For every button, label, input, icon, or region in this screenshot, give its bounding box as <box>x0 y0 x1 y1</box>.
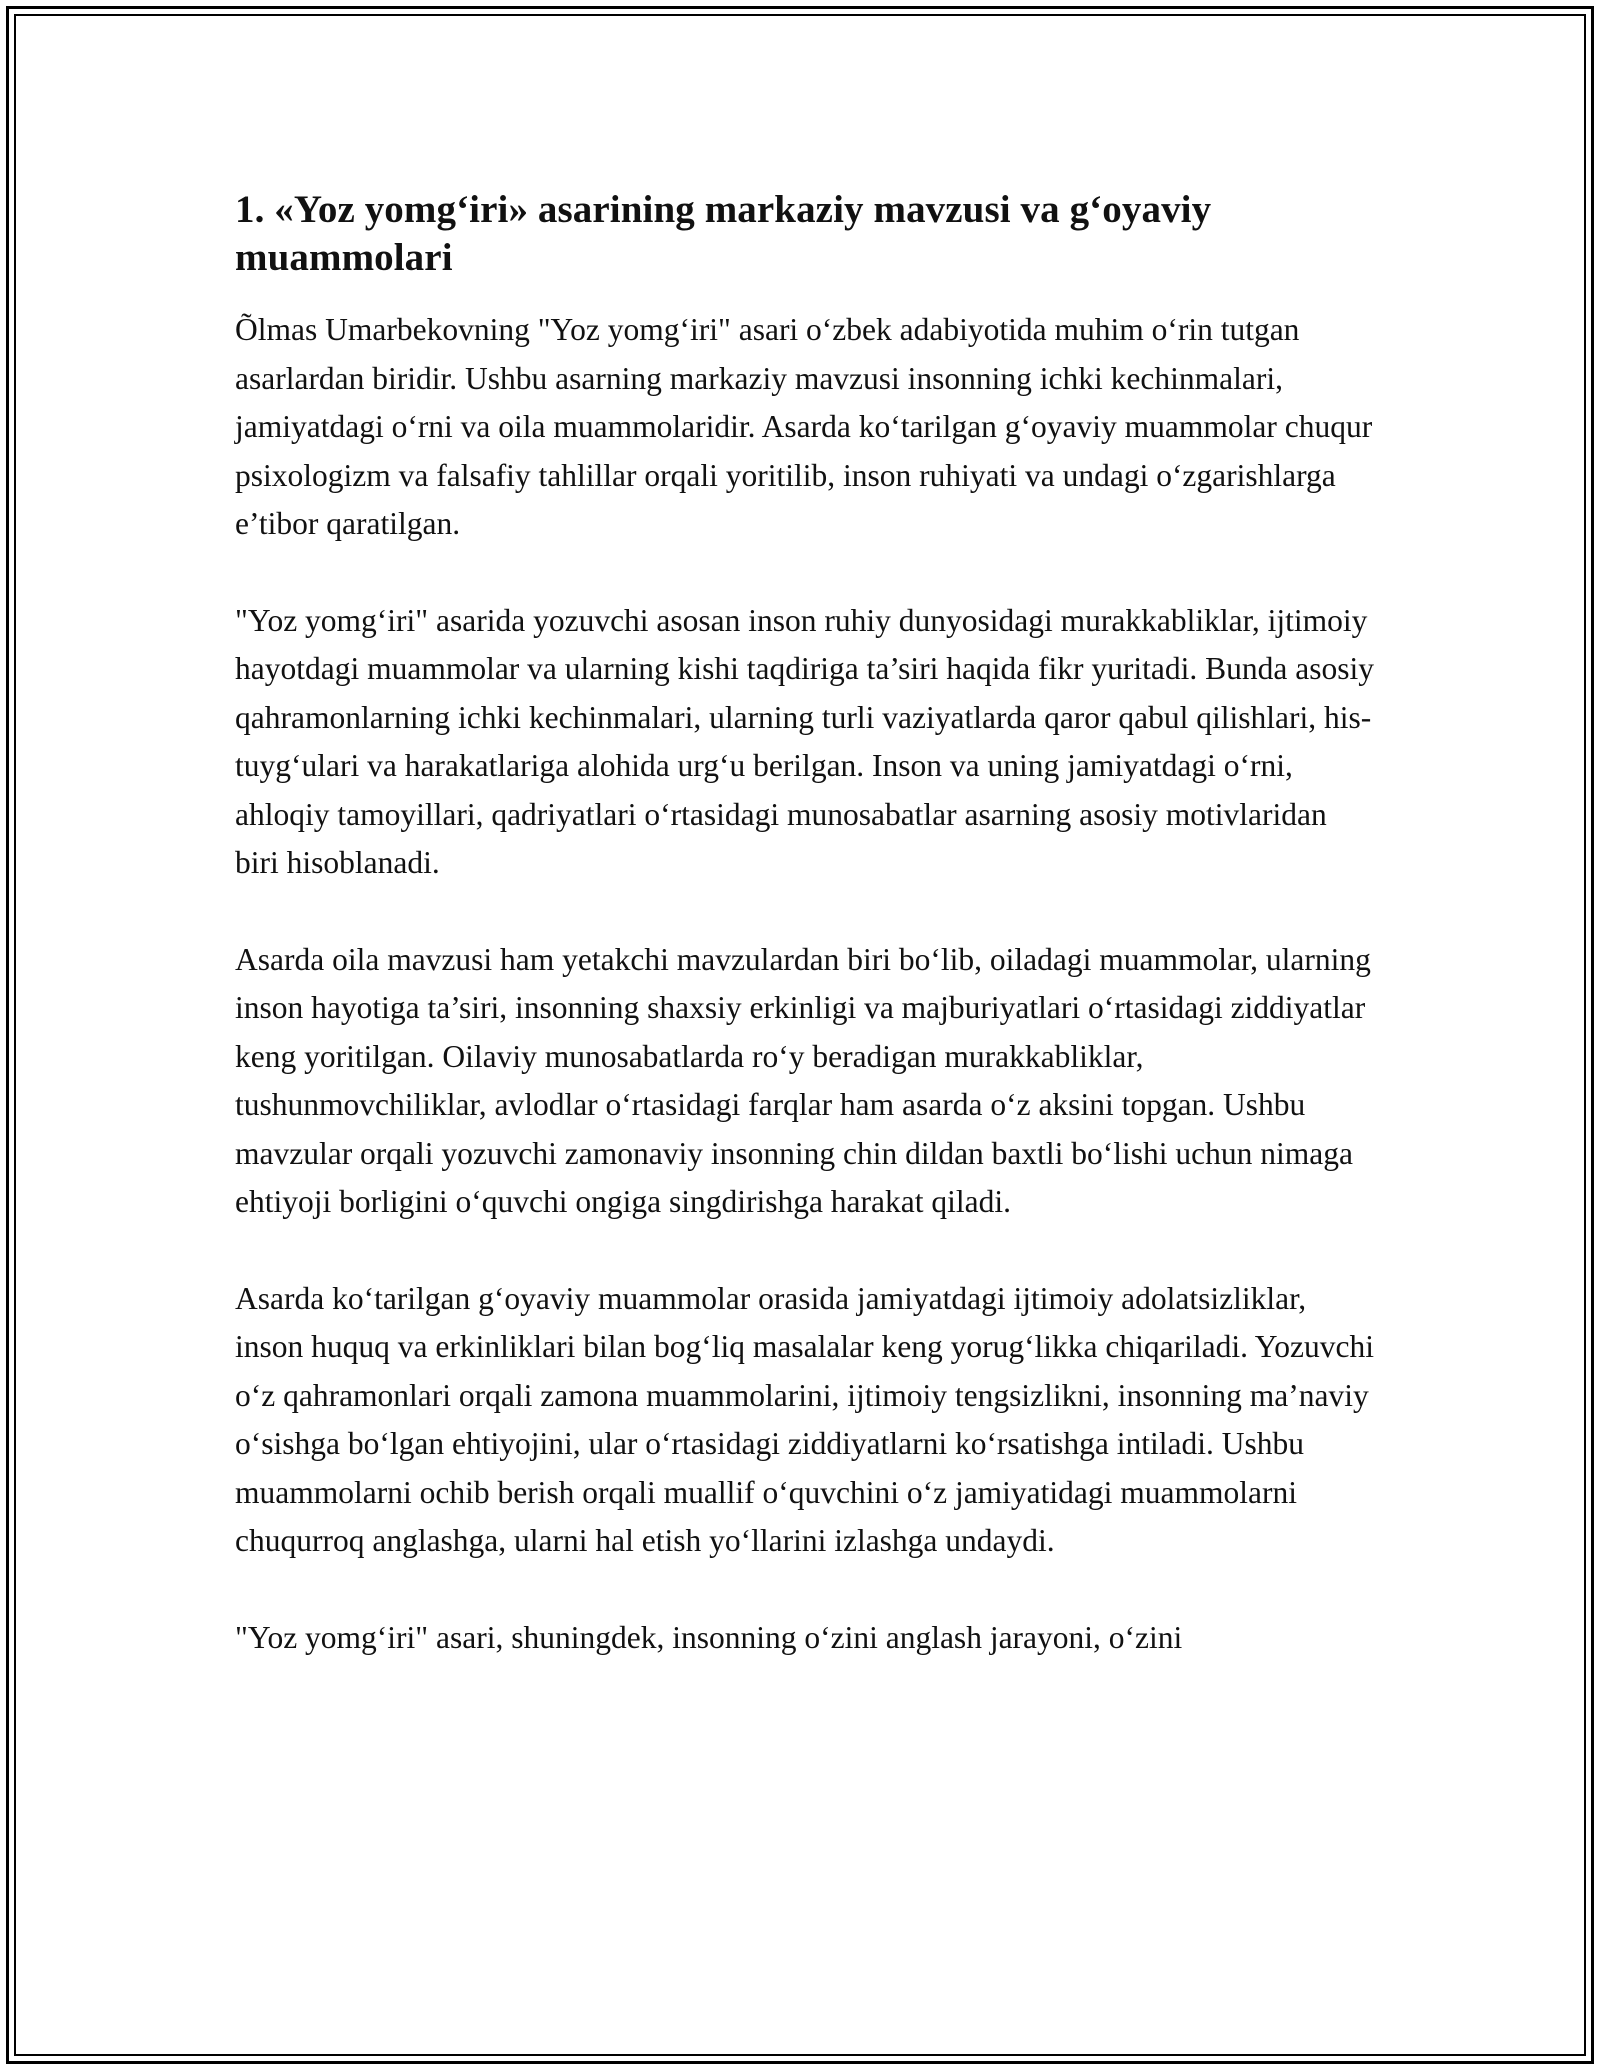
paragraph-family: Asarda oila mavzusi ham yetakchi mavzulardan biri bo‘lib, oiladagi muammolar, ularning inson hayotiga ta’siri, insonning shaxsiy erkinligi va majburiyatlari o‘rtasidagi ziddiyatlar keng yoritilgan. Oilaviy munosabatlarda ro‘y beradigan murakkabliklar, tushunmovchiliklar, avlodlar o‘rtasidagi farqlar ham asarda o‘z aksini topgan. Ushbu mavzular orqali yozuvchi zamonaviy insonning chin dildan baxtli bo‘lishi uchun nimaga ehtiyoji borligini o‘quvchi ongiga singdirishga harakat qiladi. <box>235 941 1371 1219</box>
paragraph-themes: "Yoz yomg‘iri" asarida yozuvchi asosan inson ruhiy dunyosidagi murakkabliklar, ijtimoiy hayotdagi muammolar va ularning kishi taqdiriga ta’siri haqida fikr yuritadi. Bunda asosiy qahramonlarning ichki kechinmalari, ularning turli vaziyatlarda qaror qabul qilishlari, his-tuyg‘ulari va harakatlariga alohida urg‘u berilgan. Inson va uning jamiyatdagi o‘rni, ahloqiy tamoyillari, qadriyatlari o‘rtasidagi munosabatlar asarning asosiy motivlaridan biri hisoblanadi. <box>235 602 1374 880</box>
document-body <box>235 186 1375 1662</box>
paragraph-self-awareness: "Yoz yomg‘iri" asari, shuningdek, insonning o‘zini anglash jarayoni, o‘zini <box>235 1619 1183 1655</box>
paragraph-social-issues: Asarda ko‘tarilgan g‘oyaviy muammolar orasida jamiyatdagi ijtimoiy adolatsizliklar, inson huquq va erkinliklari bilan bog‘liq masalalar keng yorug‘likka chiqariladi. Yozuvchi o‘z qahramonlari orqali zamona muammolarini, ijtimoiy tengsizlikni, insonning ma’naviy o‘sishga bo‘lgan ehtiyojini, ular o‘rtasidagi ziddiyatlarni ko‘rsatishga intiladi. Ushbu muammolarni ochib berish orqali muallif o‘quvchini o‘z jamiyatidagi muammolarni chuqurroq anglashga, ularni hal etish yo‘llarini izlashga undaydi. <box>235 1280 1374 1558</box>
section-heading: 1. «Yoz yomg‘iri» asarining markaziy mavzusi va g‘oyaviy muammolari <box>235 188 1212 279</box>
paragraph-intro: Õlmas Umarbekovning "Yoz yomg‘iri" asari o‘zbek adabiyotida muhim o‘rin tutgan asarlardan biridir. Ushbu asarning markaziy mavzusi insonning ichki kechinmalari, jamiyatdagi o‘rni va oila muammolaridir. Asarda ko‘tarilgan g‘oyaviy muammolar chuqur psixologizm va falsafiy tahlillar orqali yoritilib, inson ruhiyati va undagi o‘zgarishlarga e’tibor qaratilgan. <box>235 312 1373 541</box>
